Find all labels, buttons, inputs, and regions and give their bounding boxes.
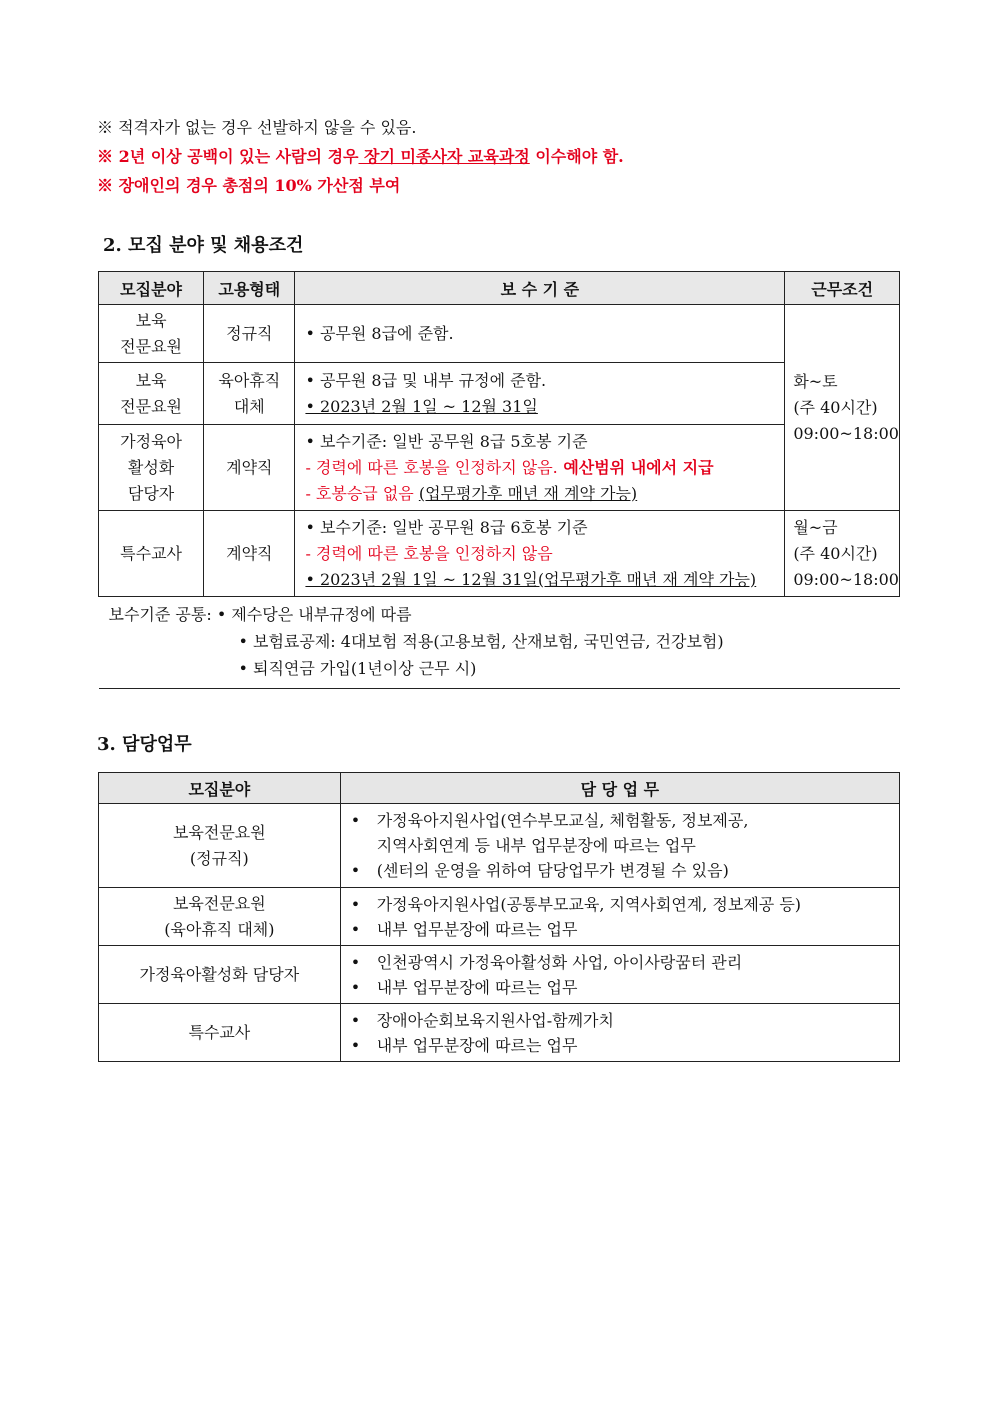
header-field: 모집분야: [99, 272, 204, 305]
header-pay: 보 수 기 준: [295, 272, 785, 305]
table-row: [99, 425, 900, 511]
conditions-cell: 화~토 (주 40시간) 09:00~18:00: [785, 305, 900, 511]
note-no-qualified: ※ 적격자가 없는 경우 선발하지 않을 수 있음.: [97, 118, 417, 137]
header-field: 모집분야: [99, 773, 341, 804]
duties-cell: • 가정육아지원사업(공통부모교육, 지역사회연계, 정보제공 등) • 내부 업무분장에 따르는 업무: [340, 888, 899, 946]
field-cell: 가정육아활성화 담당자: [99, 946, 341, 1004]
pay-common-row: [99, 597, 900, 689]
pay-cell: • 공무원 8급 및 내부 규정에 준함. • 2023년 2월 1일 ~ 12월 31일: [295, 363, 785, 425]
type-cell: 육아휴직 대체: [204, 363, 295, 425]
note-disabled-bonus: ※ 장애인의 경우 총점의 10% 가산점 부여: [97, 176, 401, 195]
type-cell: 계약직: [204, 511, 295, 597]
type-cell: 정규직: [204, 305, 295, 363]
field-cell: 보육전문요원 (육아휴직 대체): [99, 888, 341, 946]
table-row: [99, 1004, 900, 1062]
type-cell: 계약직: [204, 425, 295, 511]
field-cell: 특수교사: [99, 511, 204, 597]
duties-cell: • 장애아순회보육지원사업-함께가치 • 내부 업무분장에 따르는 업무: [340, 1004, 899, 1062]
field-cell: 특수교사: [99, 1004, 341, 1062]
field-cell: 보육 전문요원: [99, 305, 204, 363]
table-row: [99, 363, 900, 425]
field-cell: 보육 전문요원: [99, 363, 204, 425]
pay-cell: • 보수기준: 일반 공무원 8급 6호봉 기준 - 경력에 따른 호봉을 인정하지 않음 • 2023년 2월 1일 ~ 12월 31일(업무평가후 매년 재 계약 가능): [295, 511, 785, 597]
duties-table: [98, 772, 900, 1062]
pay-cell: • 공무원 8급에 준함.: [295, 305, 785, 363]
section2-title: 2. 모집 분야 및 채용조건: [103, 235, 304, 256]
note-gap-education: ※ 2년 이상 공백이 있는 사람의 경우 장기 미종사자 교육과정 이수해야 함.: [97, 147, 624, 166]
field-cell: 보육전문요원 (정규직): [99, 804, 341, 888]
field-cell: 가정육아 활성화 담당자: [99, 425, 204, 511]
table-row: [99, 305, 900, 363]
duties-cell: • 가정육아지원사업(연수부모교실, 체험활동, 정보제공, 지역사회연계 등 내부 업무분장에 따르는 업무 • (센터의 운영을 위하여 담당업무가 변경될 수 있음): [340, 804, 899, 888]
table-header-row: [99, 773, 900, 804]
recruit-conditions-table: [98, 271, 900, 689]
table-row: [99, 511, 900, 597]
pay-cell: • 보수기준: 일반 공무원 8급 5호봉 기준 - 경력에 따른 호봉을 인정하지 않음. 예산범위 내에서 지급 - 호봉승급 없음 (업무평가후 매년 재 계약 가능): [295, 425, 785, 511]
duties-cell: • 인천광역시 가정육아활성화 사업, 아이사랑꿈터 관리 • 내부 업무분장에 따르는 업무: [340, 946, 899, 1004]
table-header-row: [99, 272, 900, 305]
section3-title: 3. 담당업무: [97, 734, 192, 755]
table-row: [99, 946, 900, 1004]
header-duties: 담 당 업 무: [340, 773, 899, 804]
header-type: 고용형태: [204, 272, 295, 305]
header-conditions: 근무조건: [785, 272, 900, 305]
table-row: [99, 804, 900, 888]
pay-common-cell: 보수기준 공통: • 제수당은 내부규정에 따름 • 보험료공제: 4대보험 적용(고용보험, 산재보험, 국민연금, 건강보험) • 퇴직연금 가입(1년이상 근무 시): [99, 597, 900, 689]
table-row: [99, 888, 900, 946]
conditions-cell: 월~금 (주 40시간) 09:00~18:00: [785, 511, 900, 597]
